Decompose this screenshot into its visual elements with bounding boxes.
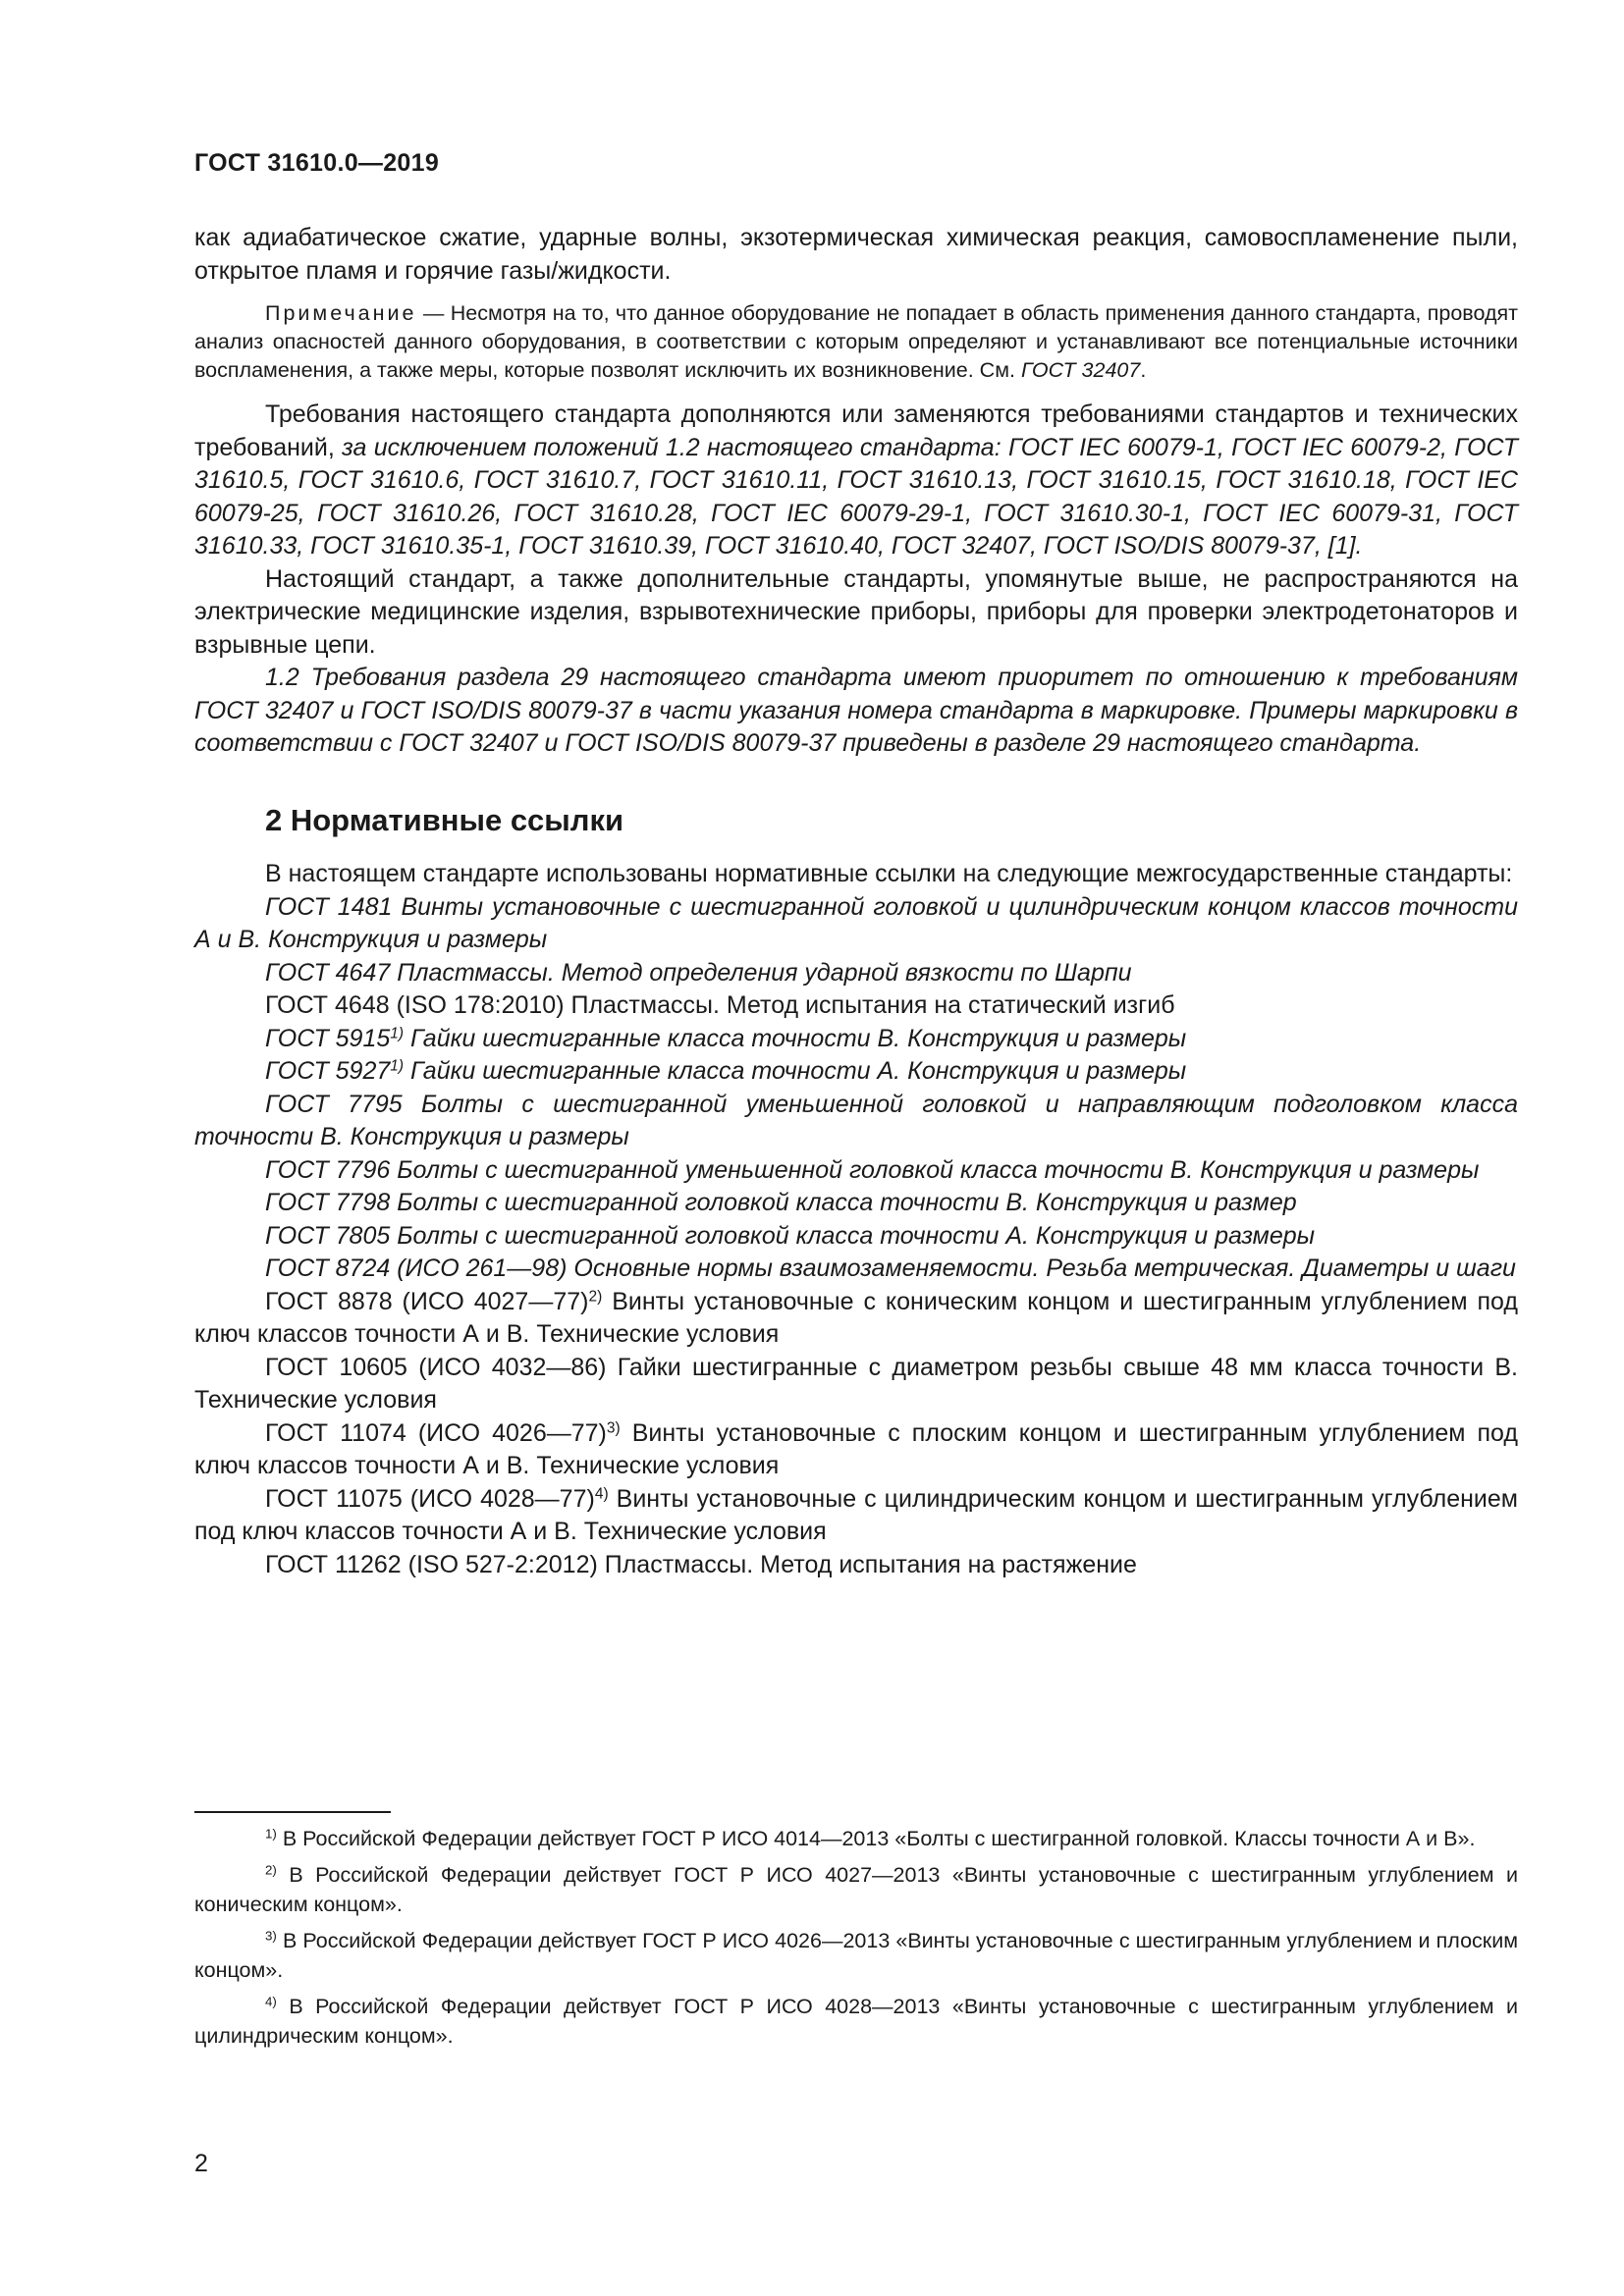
reference-code: ГОСТ 1481 xyxy=(265,892,393,921)
footnote-text: В Российской Федерации действует ГОСТ Р ИСО 4026—2013 «Винты установочные с шестигранным углублением и плоским концом». xyxy=(194,1929,1518,1982)
footnote-text: В Российской Федерации действует ГОСТ Р ИСО 4014—2013 «Болты с шестигранной головкой. Классы точности А и В». xyxy=(276,1827,1476,1850)
footnote-divider xyxy=(194,1811,391,1813)
reference-code: ГОСТ 7798 xyxy=(265,1189,391,1216)
reference-item xyxy=(194,1253,1518,1286)
reference-title: Гайки шестигранные класса точности В. Конструкция и размеры xyxy=(404,1024,1187,1052)
footnote-item xyxy=(194,1860,1518,1919)
reference-item xyxy=(194,891,1518,957)
note-label: Примечание xyxy=(265,301,417,325)
reference-code: ГОСТ 7795 xyxy=(265,1090,403,1118)
reference-code: ГОСТ 7796 xyxy=(265,1155,391,1184)
section-2-title: 2 Нормативные ссылки xyxy=(265,802,624,837)
footnote-mark: 2) xyxy=(265,1862,277,1878)
reference-title: Пластмассы. Метод испытания на статический изгиб xyxy=(564,991,1175,1019)
footnote-marker: 3) xyxy=(606,1418,621,1436)
reference-code: ГОСТ 7805 xyxy=(265,1221,391,1250)
reference-item xyxy=(194,1483,1518,1549)
reference-title: Болты с шестигранной уменьшенной головкой и направляющим подголовком класса точности В. Конструкция и размеры xyxy=(194,1090,1518,1150)
reference-title: Винты установочные с коническим концом и шестигранным углублением под ключ классов точности А и В. Технические условия xyxy=(194,1287,1518,1348)
reference-code: ГОСТ 4647 xyxy=(265,958,391,987)
note-paragraph xyxy=(194,299,1518,385)
reference-item xyxy=(194,957,1518,990)
section-2-lead: В настоящем стандарте использованы нормативные ссылки на следующие межгосударственные стандарты: xyxy=(265,860,1513,887)
reference-title: Болты с шестигранной головкой класса точности А. Конструкция и размеры xyxy=(390,1221,1316,1250)
reference-title: Винты установочные с шестигранной головкой и цилиндрическим концом классов точности А и В. Конструкция и размеры xyxy=(194,892,1518,953)
requirements-plain: Требования настоящего стандарта дополняются или заменяются требованиями стандартов и технических требований, xyxy=(194,400,1518,461)
footnote-marker: 1) xyxy=(390,1057,405,1075)
normative-references-list xyxy=(194,891,1518,1582)
clause-1-2-paragraph: 1.2 Требования раздела 29 настоящего стандарта имеют приоритет по отношению к требованиям ГОСТ 32407 и ГОСТ ISO/DIS 80079-37 в части указания номера стандарта в маркировке. Примеры маркировки в соответствии с ГОСТ 32407 и ГОСТ ISO/DIS 80079-37 приведены в разделе 29 настоящего стандарта. xyxy=(194,664,1518,757)
continuation-paragraph: как адиабатическое сжатие, ударные волны, экзотермическая химическая реакция, самовоспламенение пыли, открытое пламя и горячие газы/жидкости. xyxy=(194,224,1518,285)
reference-title: Гайки шестигранные с диаметром резьбы свыше 48 мм класса точности В. Технические условия xyxy=(194,1353,1518,1414)
reference-title: Пластмассы. Метод определения ударной вязкости по Шарпи xyxy=(390,958,1132,987)
note-text: — Несмотря на то, что данное оборудование не попадает в область применения данного стандарта, проводят анализ опасностей данного оборудования, в соответствии с которым определяют и устанавливают все потенциальные источники воспламенения, а также меры, которые позволят исключить их возникновение. См. xyxy=(194,301,1518,382)
body-text xyxy=(194,222,1518,1581)
reference-item xyxy=(194,1187,1518,1220)
reference-title: Гайки шестигранные класса точности А. Конструкция и размеры xyxy=(404,1057,1187,1085)
footnote-marker: 1) xyxy=(390,1024,405,1041)
reference-item xyxy=(194,1220,1518,1254)
reference-title: Болты с шестигранной уменьшенной головкой класса точности В. Конструкция и размеры xyxy=(390,1155,1480,1184)
reference-code: ГОСТ 11075 (ИСО 4028—77) xyxy=(265,1484,595,1513)
page-number: 2 xyxy=(194,2150,208,2177)
footnote-mark: 3) xyxy=(265,1928,277,1944)
reference-title: Болты с шестигранной головкой класса точности В. Конструкция и размер xyxy=(390,1189,1297,1216)
reference-title: Винты установочные с цилиндрическим концом и шестигранным углублением под ключ классов точности А и В. Технические условия xyxy=(194,1484,1518,1545)
footnote-text: В Российской Федерации действует ГОСТ Р ИСО 4028—2013 «Винты установочные с шестигранным углублением и цилиндрическим концом». xyxy=(194,1995,1518,2048)
document-header: ГОСТ 31610.0—2019 xyxy=(194,149,440,177)
footnote-mark: 1) xyxy=(265,1826,277,1842)
reference-code: ГОСТ 8724 (ИСО 261—98) xyxy=(265,1255,568,1282)
reference-item xyxy=(194,1352,1518,1417)
reference-code: ГОСТ 5927 xyxy=(265,1057,391,1085)
footnotes xyxy=(194,1824,1518,2057)
reference-item xyxy=(194,1023,1518,1056)
reference-title: Основные нормы взаимозаменяемости. Резьба метрическая. Диаметры и шаги xyxy=(567,1255,1516,1282)
reference-item xyxy=(194,1154,1518,1188)
requirements-italic: за исключением положений 1.2 настоящего стандарта: ГОСТ IEC 60079-1, ГОСТ IEC 60079-2, ГОСТ 31610.5, ГОСТ 31610.6, ГОСТ 31610.7, ГОСТ 31610.11, ГОСТ 31610.13, ГОСТ 31610.15, ГОСТ 31610.18, ГОСТ IEC 60079-25, ГОСТ 31610.26, ГОСТ 31610.28, ГОСТ IEC 60079-29-1, ГОСТ 31610.30-1, ГОСТ IEC 60079-31, ГОСТ 31610.33, ГОСТ 31610.35-1, ГОСТ 31610.39, ГОСТ 31610.40, ГОСТ 32407, ГОСТ ISO/DIS 80079-37, [1]. xyxy=(194,433,1518,560)
reference-title: Винты установочные с плоским концом и шестигранным углублением под ключ классов точности А и В. Технические условия xyxy=(194,1418,1518,1479)
reference-title: Пластмассы. Метод испытания на растяжение xyxy=(597,1550,1137,1578)
scope-exclusion-paragraph: Настоящий стандарт, а также дополнительные стандарты, упомянутые выше, не распространяются на электрические медицинские изделия, взрывотехнические приборы, приборы для проверки электродетонаторов и взрывные цепи. xyxy=(194,564,1518,659)
reference-code: ГОСТ 11262 (ISO 527-2:2012) xyxy=(265,1550,598,1578)
reference-code: ГОСТ 4648 (ISO 178:2010) xyxy=(265,991,565,1019)
footnote-item xyxy=(194,1824,1518,1853)
footnote-item xyxy=(194,1926,1518,1985)
note-end: . xyxy=(1140,358,1147,382)
reference-code: ГОСТ 5915 xyxy=(265,1024,391,1052)
reference-item xyxy=(194,1055,1518,1089)
reference-code: ГОСТ 8878 (ИСО 4027—77) xyxy=(265,1287,589,1315)
reference-item xyxy=(194,1417,1518,1483)
footnote-mark: 4) xyxy=(265,1994,277,2009)
reference-item xyxy=(194,1089,1518,1154)
note-reference: ГОСТ 32407 xyxy=(1020,358,1141,382)
reference-item xyxy=(194,1286,1518,1352)
footnote-marker: 2) xyxy=(588,1287,603,1305)
footnote-item xyxy=(194,1992,1518,2051)
reference-item xyxy=(194,989,1518,1023)
footnote-text: В Российской Федерации действует ГОСТ Р ИСО 4027—2013 «Винты установочные с шестигранным углублением и коническим концом». xyxy=(194,1863,1518,1916)
footnote-marker: 4) xyxy=(594,1484,609,1502)
requirements-paragraph xyxy=(194,399,1518,563)
reference-item xyxy=(194,1549,1518,1582)
reference-code: ГОСТ 11074 (ИСО 4026—77) xyxy=(265,1418,607,1447)
reference-code: ГОСТ 10605 (ИСО 4032—86) xyxy=(265,1353,607,1381)
